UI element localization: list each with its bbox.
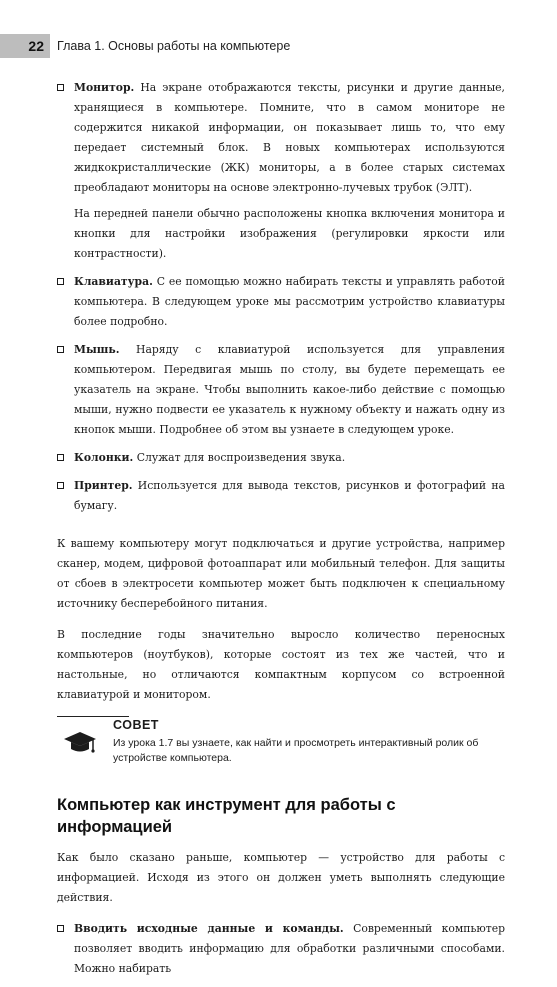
page-header (0, 34, 557, 58)
graduation-cap-icon (63, 730, 97, 756)
item-body: Современный компьютер позволяет вводить информацию для обработки различными способами. Можно набирать (74, 922, 505, 975)
checkbox-bullet-icon (57, 482, 64, 489)
item-term: Вводить исходные данные и команды. (74, 922, 344, 935)
list-item-input (57, 919, 505, 979)
page-number: 22 (0, 34, 50, 58)
item-text (74, 448, 505, 468)
tip-divider (57, 716, 129, 717)
page-content (57, 78, 505, 987)
item-body: С ее помощью можно набирать тексты и управлять работой компьютера. В следующем уроке мы рассмотрим устройство клавиатуры более подробно. (74, 275, 505, 328)
list-item-keyboard (57, 272, 505, 332)
tip-title: СОВЕТ (113, 718, 159, 732)
item-body: Используется для вывода текстов, рисунков и фотографий на бумагу. (74, 479, 505, 512)
list-item-printer (57, 476, 505, 516)
item-body: Служат для воспроизведения звука. (133, 451, 346, 464)
item-term: Монитор. (74, 81, 135, 94)
item-text (74, 476, 505, 516)
checkbox-bullet-icon (57, 925, 64, 932)
item-body: Наряду с клавиатурой используется для управления компьютером. Передвигая мышь по столу, вы будете перемещать ее указатель на экране. Чтобы выполнить какое-либо действие с помощью мыши, нужно подвести ее указатель к нужному объекту и нажать одну из кнопок мыши. Подробнее об этом вы узнаете в следующем уроке. (74, 343, 505, 436)
item-term: Клавиатура. (74, 275, 153, 288)
item-term: Мышь. (74, 343, 120, 356)
checkbox-bullet-icon (57, 278, 64, 285)
item-text (74, 78, 505, 198)
body-paragraph: В последние годы значительно выросло количество переносных компьютеров (ноутбуков), которые состоят из тех же частей, что и настольные, но отличаются компактным корпусом со встроенной клавиатурой и монитором. (57, 628, 505, 701)
checkbox-bullet-icon (57, 454, 64, 461)
tip-text: Из урока 1.7 вы узнаете, как найти и просмотреть интерактивный ролик об устройстве компьютера. (113, 737, 479, 764)
section-intro: Как было сказано раньше, компьютер — устройство для работы с информацией. Исходя из этого он должен уметь выполнять следующие действия. (57, 851, 505, 904)
checkbox-bullet-icon (57, 84, 64, 91)
chapter-title: Глава 1. Основы работы на компьютере (57, 39, 291, 53)
tip-box (57, 716, 505, 770)
item-text (74, 272, 505, 332)
checkbox-bullet-icon (57, 346, 64, 353)
item-text (74, 919, 505, 979)
body-paragraph: К вашему компьютеру могут подключаться и другие устройства, например сканер, модем, цифровой фотоаппарат или мобильный телефон. Для защиты от сбоев в электросети компьютер может быть подключен к специальному источнику бесперебойного питания. (57, 537, 505, 610)
section-heading: Компьютер как инструмент для работы с информацией (57, 796, 396, 836)
item-term: Принтер. (74, 479, 133, 492)
item-body: На экране отображаются тексты, рисунки и другие данные, хранящиеся в компьютере. Помните, что в самом мониторе не содержится никакой информации, он показывает лишь то, что ему передает системный блок. В новых компьютерах используются жидкокристаллические (ЖК) мониторы, а в более старых системах преобладают мониторы на основе электронно-лучевых трубок (ЭЛТ). (74, 81, 505, 194)
list-item-mouse (57, 340, 505, 440)
item-extra-text: На передней панели обычно расположены кнопка включения монитора и кнопки для настройки изображения (регулировки яркости или контрастности). (74, 207, 505, 260)
list-item-speakers (57, 448, 505, 468)
list-item-monitor (57, 78, 505, 264)
item-text (74, 340, 505, 440)
item-term: Колонки. (74, 451, 134, 464)
